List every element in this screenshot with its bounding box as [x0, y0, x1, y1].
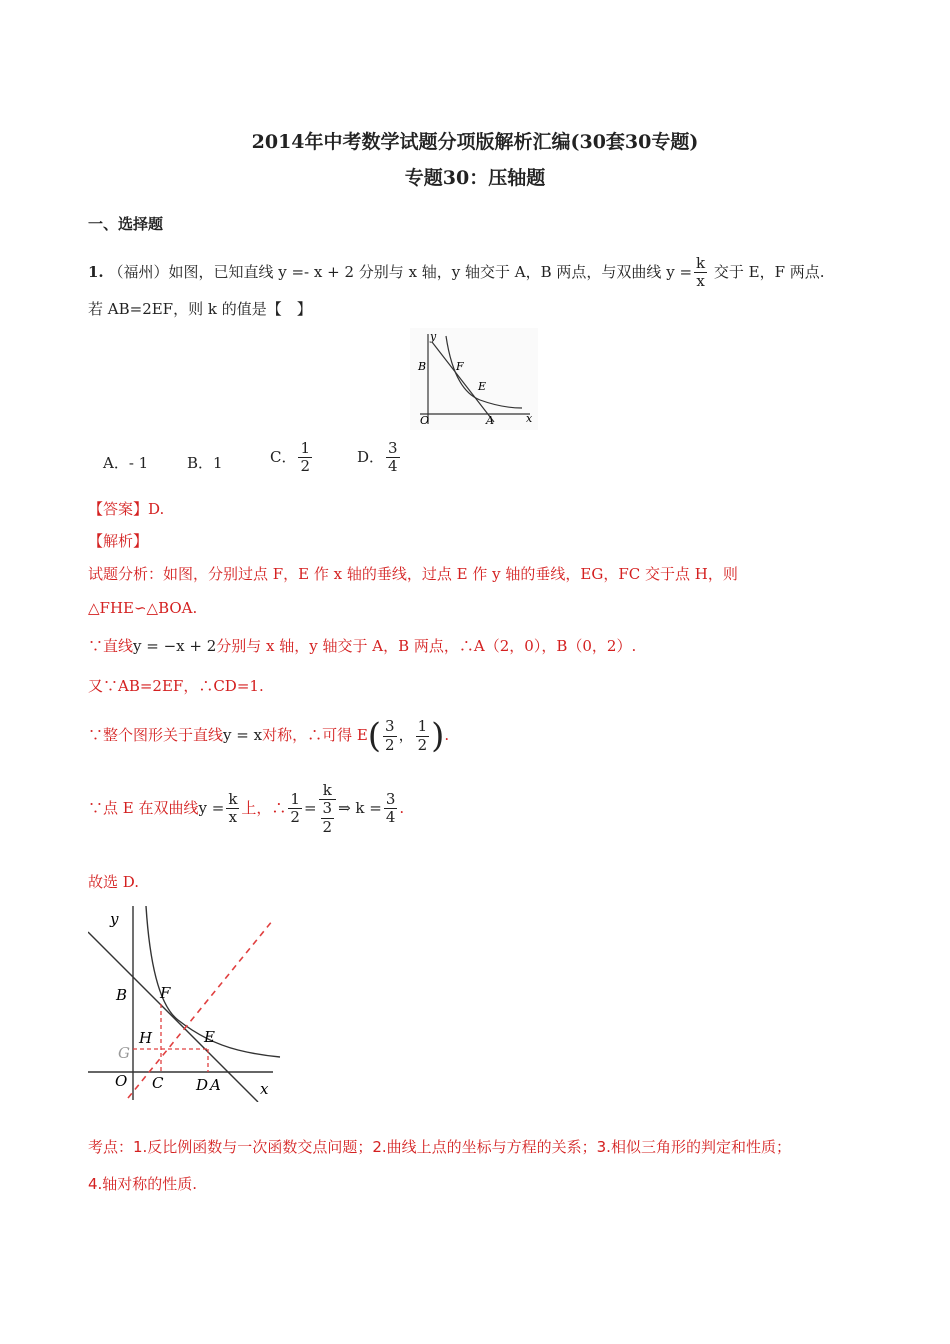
sol6-hyperbola-fraction [226, 791, 239, 827]
solution-line-6 [88, 782, 404, 836]
solution-line-1: 试题分析：如图，分别过点 F，E 作 x 轴的垂线，过点 E 作 y 轴的垂线，EG，FC 交于点 H，则 [88, 565, 738, 583]
solution-figure [88, 900, 288, 1102]
frac-numerator: 1 [300, 439, 311, 457]
frac-numerator: 3 [385, 717, 395, 736]
sol5-text-a: ∵整个图形关于直线 [88, 726, 224, 744]
label-B: B [116, 986, 128, 1004]
solution-line-4: 又∵AB=2EF，∴CD=1. [88, 677, 264, 695]
option-b: B．1 [187, 454, 223, 472]
label-B: B [418, 360, 427, 373]
question-1-line-2: 若 AB=2EF，则 k 的值是【 】 [88, 300, 312, 318]
frac-numerator: 3 [385, 790, 396, 809]
sol6-end: . [399, 798, 405, 817]
right-paren: ) [431, 716, 445, 756]
e-x-fraction [383, 718, 397, 754]
option-a: A．- 1 [103, 454, 149, 472]
left-paren: ( [367, 716, 382, 756]
option-c-label: C． [270, 447, 297, 466]
frac-numerator: 3 [322, 799, 333, 818]
sol6-equals: = [303, 798, 317, 817]
label-y: y [430, 330, 437, 343]
label-x: x [260, 1080, 269, 1098]
frac-numerator: 3 [388, 439, 398, 457]
sol6-eq-left: y = [198, 798, 225, 817]
e-y-fraction [416, 718, 430, 754]
solution-line-5 [88, 716, 449, 756]
label-F: F [160, 984, 171, 1002]
line-equation: y =- x + 2 [278, 262, 355, 281]
keypoints-line-1: 考点：1.反比例函数与一次函数交点问题；2.曲线上点的坐标与方程的关系；3.相似三角形的判定和性质； [88, 1138, 791, 1156]
label-E: E [204, 1028, 215, 1046]
question-1-line-1 [88, 255, 825, 291]
label-A: A [210, 1076, 221, 1094]
label-D: D [196, 1076, 209, 1094]
keypoints-line-2: 4.轴对称的性质. [88, 1175, 198, 1193]
label-x: x [526, 412, 533, 425]
solution-line-2: △FHE∽△BOA. [88, 599, 198, 617]
sol6-implies: ⇒ k = [338, 798, 382, 817]
section-heading: 一、选择题 [88, 215, 164, 233]
label-C: C [152, 1074, 164, 1092]
sol6-text-c: 上，∴ [241, 798, 287, 817]
sol6-half [288, 791, 302, 827]
page-subtitle: 专题30：压轴题 [404, 167, 546, 189]
label-O: O [115, 1072, 128, 1090]
choose-line: 故选 D. [88, 873, 140, 891]
label-E: E [478, 380, 487, 393]
label-G: G [118, 1044, 130, 1062]
frac-denominator: 2 [385, 735, 395, 754]
frac-denominator: x [696, 272, 705, 291]
frac-numerator: k [228, 790, 238, 809]
option-c-fraction [298, 440, 312, 476]
sol6-text-a: ∵点 E 在双曲线 [88, 798, 199, 817]
frac-denominator: 2 [322, 817, 333, 836]
option-c [270, 440, 314, 476]
sol3-text-a: ∵直线 [88, 637, 134, 655]
frac-denominator [319, 800, 337, 836]
frac-denominator: 4 [388, 457, 398, 476]
option-d-fraction [386, 440, 400, 476]
question-figure [410, 328, 538, 430]
figure-background [410, 328, 538, 430]
frac-numerator: k [319, 782, 337, 800]
question-tail: 交于 E，F 两点. [713, 262, 825, 281]
solution-line-3 [88, 635, 636, 656]
question-source: （福州）如图，已知直线 [108, 262, 274, 281]
frac-denominator: 4 [385, 808, 396, 827]
sol3-equation: y = −x + 2 [133, 637, 217, 655]
hyperbola-fraction [694, 255, 707, 291]
option-d-label: D． [357, 447, 385, 466]
frac-denominator: 2 [300, 457, 311, 476]
frac-numerator: k [696, 254, 706, 272]
page-title: 2014年中考数学试题分项版解析汇编(30套30专题) [251, 131, 699, 153]
sol3-text-c: 分别与 x 轴，y 轴交于 A，B 两点，∴A（2，0），B（0，2）. [216, 637, 637, 655]
label-y: y [110, 910, 119, 928]
sol6-result [384, 791, 398, 827]
question-mid-text: 分别与 x 轴，y 轴交于 A，B 两点，与双曲线 [358, 262, 662, 281]
analysis-label: 【解析】 [88, 532, 149, 550]
sol6-complex-fraction [319, 782, 337, 836]
frac-denominator: x [228, 808, 238, 827]
answer-line: 【答案】D. [88, 500, 165, 518]
question-number: 1. [88, 262, 104, 281]
hyperbola-eq-left: y = [666, 262, 693, 281]
frac-denominator: 2 [417, 735, 428, 754]
label-O: O [420, 414, 430, 427]
label-A: A [486, 414, 494, 427]
label-F: F [456, 360, 464, 373]
sol5-end: . [444, 726, 450, 744]
frac-numerator: 1 [290, 790, 300, 809]
frac-denominator: 2 [290, 808, 300, 827]
label-H: H [139, 1029, 153, 1047]
sol5-equation: y = x [223, 726, 263, 744]
option-d [357, 440, 402, 476]
coord-comma: ， [398, 726, 414, 744]
sol5-text-c: 对称，∴可得 E [262, 726, 368, 744]
inner-fraction [321, 800, 335, 836]
frac-numerator: 1 [417, 717, 428, 736]
